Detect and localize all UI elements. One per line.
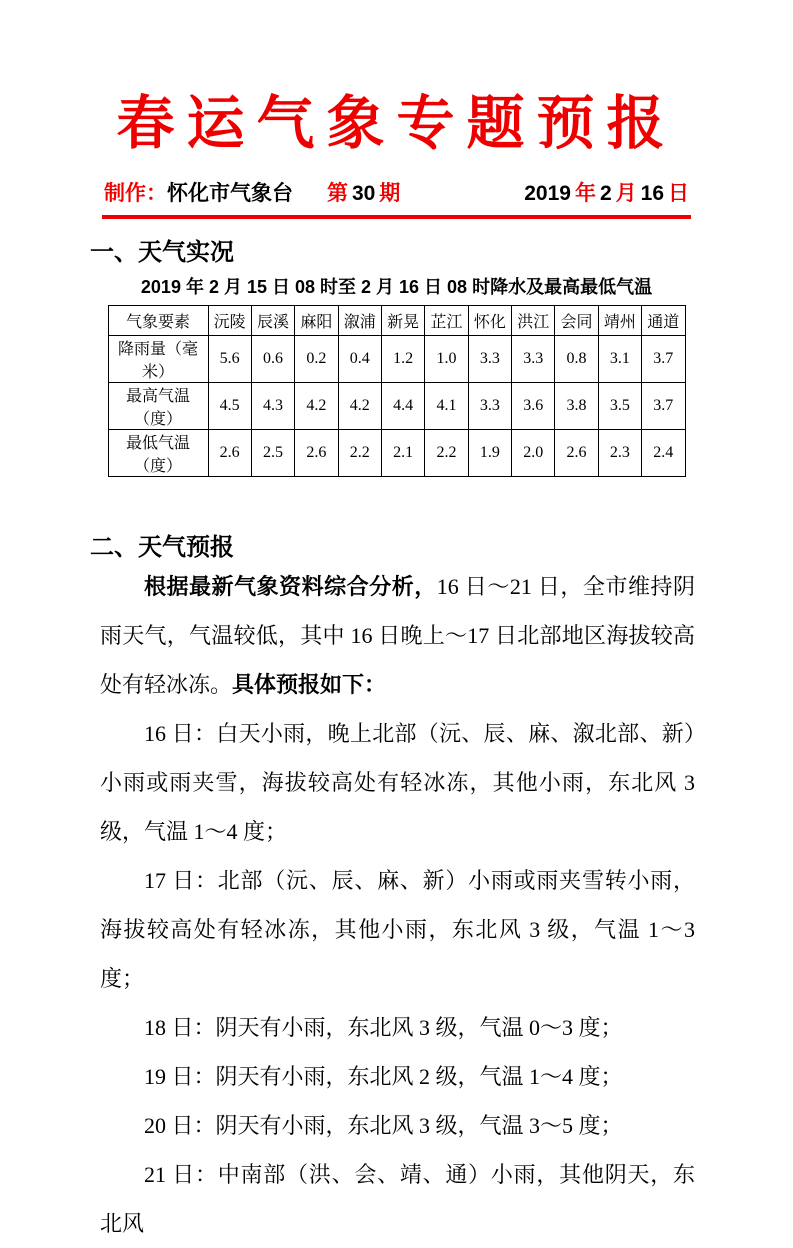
table-value-cell: 2.0 bbox=[512, 430, 555, 477]
row-label-cell: 最高气温（度） bbox=[108, 383, 208, 430]
table-value-cell: 2.2 bbox=[338, 430, 381, 477]
date-year-unit: 年 bbox=[574, 182, 596, 206]
table-header-cell: 新晃 bbox=[381, 306, 424, 336]
document-title: 春运气象专题预报 bbox=[116, 89, 677, 157]
table-header-cell: 靖州 bbox=[598, 306, 641, 336]
weather-table-body bbox=[108, 306, 685, 477]
table-row bbox=[108, 430, 685, 477]
date-month-unit: 月 bbox=[615, 182, 637, 206]
section-heading-forecast: 二、天气预报 bbox=[90, 534, 234, 562]
table-header-cell: 麻阳 bbox=[295, 306, 338, 336]
table-value-cell: 4.2 bbox=[338, 383, 381, 430]
table-header-cell: 怀化 bbox=[468, 306, 511, 336]
date-day-unit: 日 bbox=[668, 182, 689, 206]
issue-number: 30 bbox=[351, 182, 376, 206]
forecast-item: 19 日：阴天有小雨，东北风 2 级，气温 1～4 度； bbox=[144, 1064, 623, 1090]
issue-suffix: 期 bbox=[379, 182, 401, 206]
table-value-cell: 0.8 bbox=[555, 336, 598, 383]
forecast-item: 16 日：白天小雨，晚上北部（沅、辰、麻、溆北部、新）小雨或雨夹雪，海拔较高处有轻冰冻，其他小雨，东北风 3 级，气温 1～4 度； bbox=[100, 721, 695, 845]
table-value-cell: 2.3 bbox=[598, 430, 641, 477]
table-value-cell: 3.3 bbox=[512, 336, 555, 383]
table-value-cell: 1.0 bbox=[425, 336, 468, 383]
table-value-cell: 4.4 bbox=[381, 383, 424, 430]
table-value-cell: 3.1 bbox=[598, 336, 641, 383]
table-title: 2019 年 2 月 15 日 08 时至 2 月 16 日 08 时降水及最高最低气温 bbox=[140, 277, 653, 298]
table-header-cell: 沅陵 bbox=[208, 306, 251, 336]
forecast-intro-lead: 根据最新气象资料综合分析， bbox=[144, 574, 437, 600]
table-value-cell: 3.3 bbox=[468, 383, 511, 430]
table-value-cell: 2.4 bbox=[642, 430, 685, 477]
table-value-cell: 2.5 bbox=[251, 430, 294, 477]
table-value-cell: 4.3 bbox=[251, 383, 294, 430]
table-value-cell: 2.6 bbox=[208, 430, 251, 477]
table-value-cell: 3.7 bbox=[642, 383, 685, 430]
table-value-cell: 3.7 bbox=[642, 336, 685, 383]
forecast-intro-paragraph bbox=[100, 562, 695, 709]
forecast-item: 17 日：北部（沅、辰、麻、新）小雨或雨夹雪转小雨，海拔较高处有轻冰冻，其他小雨，东北风 3 级，气温 1～3 度； bbox=[100, 868, 695, 992]
meta-row bbox=[104, 177, 693, 207]
section-heading-actual: 一、天气实况 bbox=[90, 239, 234, 267]
table-value-cell: 1.2 bbox=[381, 336, 424, 383]
table-value-cell: 2.1 bbox=[381, 430, 424, 477]
table-header-cell: 会同 bbox=[555, 306, 598, 336]
table-value-cell: 0.4 bbox=[338, 336, 381, 383]
document-page bbox=[0, 86, 793, 1237]
forecast-list bbox=[0, 709, 793, 1248]
table-value-cell: 0.6 bbox=[251, 336, 294, 383]
issue-line bbox=[327, 177, 400, 207]
table-header-cell: 气象要素 bbox=[108, 306, 208, 336]
producer-name: 怀化市气象台 bbox=[167, 182, 293, 206]
table-header-cell: 洪江 bbox=[512, 306, 555, 336]
weather-table bbox=[108, 305, 686, 477]
table-header-cell: 溆浦 bbox=[338, 306, 381, 336]
date-year: 2019 bbox=[524, 182, 571, 206]
row-label-cell: 最低气温（度） bbox=[108, 430, 208, 477]
producer-label: 制作： bbox=[104, 182, 167, 206]
issue-prefix: 第 bbox=[326, 182, 348, 206]
table-value-cell: 3.6 bbox=[512, 383, 555, 430]
row-label-cell: 降雨量（毫米） bbox=[108, 336, 208, 383]
forecast-item: 21 日：中南部（洪、会、靖、通）小雨，其他阴天，东北风 bbox=[100, 1162, 695, 1237]
table-value-cell: 4.2 bbox=[295, 383, 338, 430]
table-header-row bbox=[108, 306, 685, 336]
date-line bbox=[524, 177, 693, 207]
forecast-intro-tail: 具体预报如下： bbox=[232, 672, 387, 698]
table-header-cell: 辰溪 bbox=[251, 306, 294, 336]
table-value-cell: 3.8 bbox=[555, 383, 598, 430]
date-day: 16 bbox=[640, 182, 664, 206]
table-value-cell: 3.5 bbox=[598, 383, 641, 430]
table-value-cell: 2.6 bbox=[555, 430, 598, 477]
table-header-cell: 芷江 bbox=[425, 306, 468, 336]
table-value-cell: 3.3 bbox=[468, 336, 511, 383]
table-value-cell: 2.6 bbox=[295, 430, 338, 477]
table-row bbox=[108, 336, 685, 383]
table-value-cell: 2.2 bbox=[425, 430, 468, 477]
table-value-cell: 0.2 bbox=[295, 336, 338, 383]
forecast-item: 20 日：阴天有小雨，东北风 3 级，气温 3～5 度； bbox=[144, 1113, 623, 1139]
forecast-intro-body: 16 日～21 日，全市维持阴雨天气，气温较低，其中 16 日晚上～17 日北部地区海拔较高处有轻冰冻。 bbox=[100, 574, 695, 698]
header-rule bbox=[102, 215, 691, 219]
table-value-cell: 4.1 bbox=[425, 383, 468, 430]
table-row bbox=[108, 383, 685, 430]
producer-line bbox=[104, 177, 293, 207]
date-month: 2 bbox=[599, 182, 612, 206]
forecast-item: 18 日：阴天有小雨，东北风 3 级，气温 0～3 度； bbox=[144, 1015, 623, 1041]
table-header-cell: 通道 bbox=[642, 306, 685, 336]
table-value-cell: 5.6 bbox=[208, 336, 251, 383]
table-value-cell: 1.9 bbox=[468, 430, 511, 477]
table-value-cell: 4.5 bbox=[208, 383, 251, 430]
